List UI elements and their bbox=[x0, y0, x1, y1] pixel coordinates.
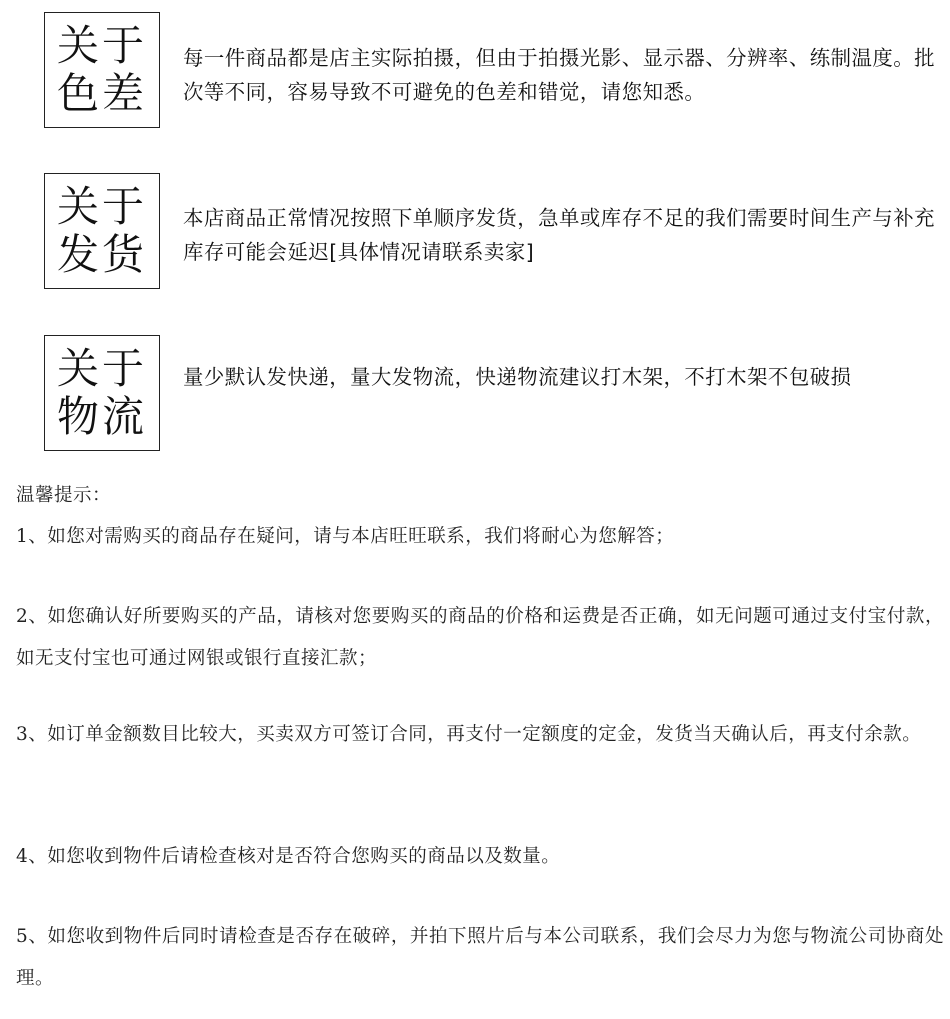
notice-label-line2: 物流 bbox=[56, 392, 147, 441]
notice-label-line1: 关于 bbox=[56, 344, 147, 393]
notice-label-box bbox=[44, 335, 160, 451]
notice-shipping bbox=[44, 173, 948, 293]
tip-item: 5、如您收到物件后同时请检查是否存在破碎，并拍下照片后与本公司联系，我们会尽力为您与物流公司协商处理。 bbox=[16, 926, 944, 989]
notice-logistics bbox=[44, 335, 948, 455]
notice-label-box bbox=[44, 12, 160, 128]
tip-item: 1、如您对需购买的商品存在疑问，请与本店旺旺联系，我们将耐心为您解答； bbox=[16, 526, 675, 547]
notice-color-difference bbox=[44, 12, 948, 132]
notice-label-line1: 关于 bbox=[56, 21, 147, 70]
tips-title: 温馨提示： bbox=[16, 485, 112, 506]
notice-text: 量少默认发快递，量大发物流，快递物流建议打木架，不打木架不包破损 bbox=[183, 365, 852, 389]
notice-text: 本店商品正常情况按照下单顺序发货，急单或库存不足的我们需要时间生产与补充库存可能会延迟[具体情况请联系卖家] bbox=[183, 206, 936, 264]
notice-label-line2: 色差 bbox=[56, 69, 147, 118]
tips-section bbox=[16, 481, 944, 989]
tip-item: 3、如订单金额数目比较大，买卖双方可签订合同，再支付一定额度的定金，发货当天确认后，再支付余款。 bbox=[16, 724, 922, 745]
notice-label-line2: 发货 bbox=[56, 230, 147, 279]
notice-label-box bbox=[44, 173, 160, 289]
notice-text: 每一件商品都是店主实际拍摄，但由于拍摄光影、显示器、分辨率、练制温度。批次等不同，容易导致不可避免的色差和错觉，请您知悉。 bbox=[183, 46, 936, 104]
tip-item: 4、如您收到物件后请检查核对是否符合您购买的商品以及数量。 bbox=[16, 846, 561, 867]
notice-label-line1: 关于 bbox=[56, 182, 147, 231]
tip-item: 2、如您确认好所要购买的产品，请核对您要购买的商品的价格和运费是否正确，如无问题可通过支付宝付款，如无支付宝也可通过网银或银行直接汇款； bbox=[16, 606, 944, 669]
